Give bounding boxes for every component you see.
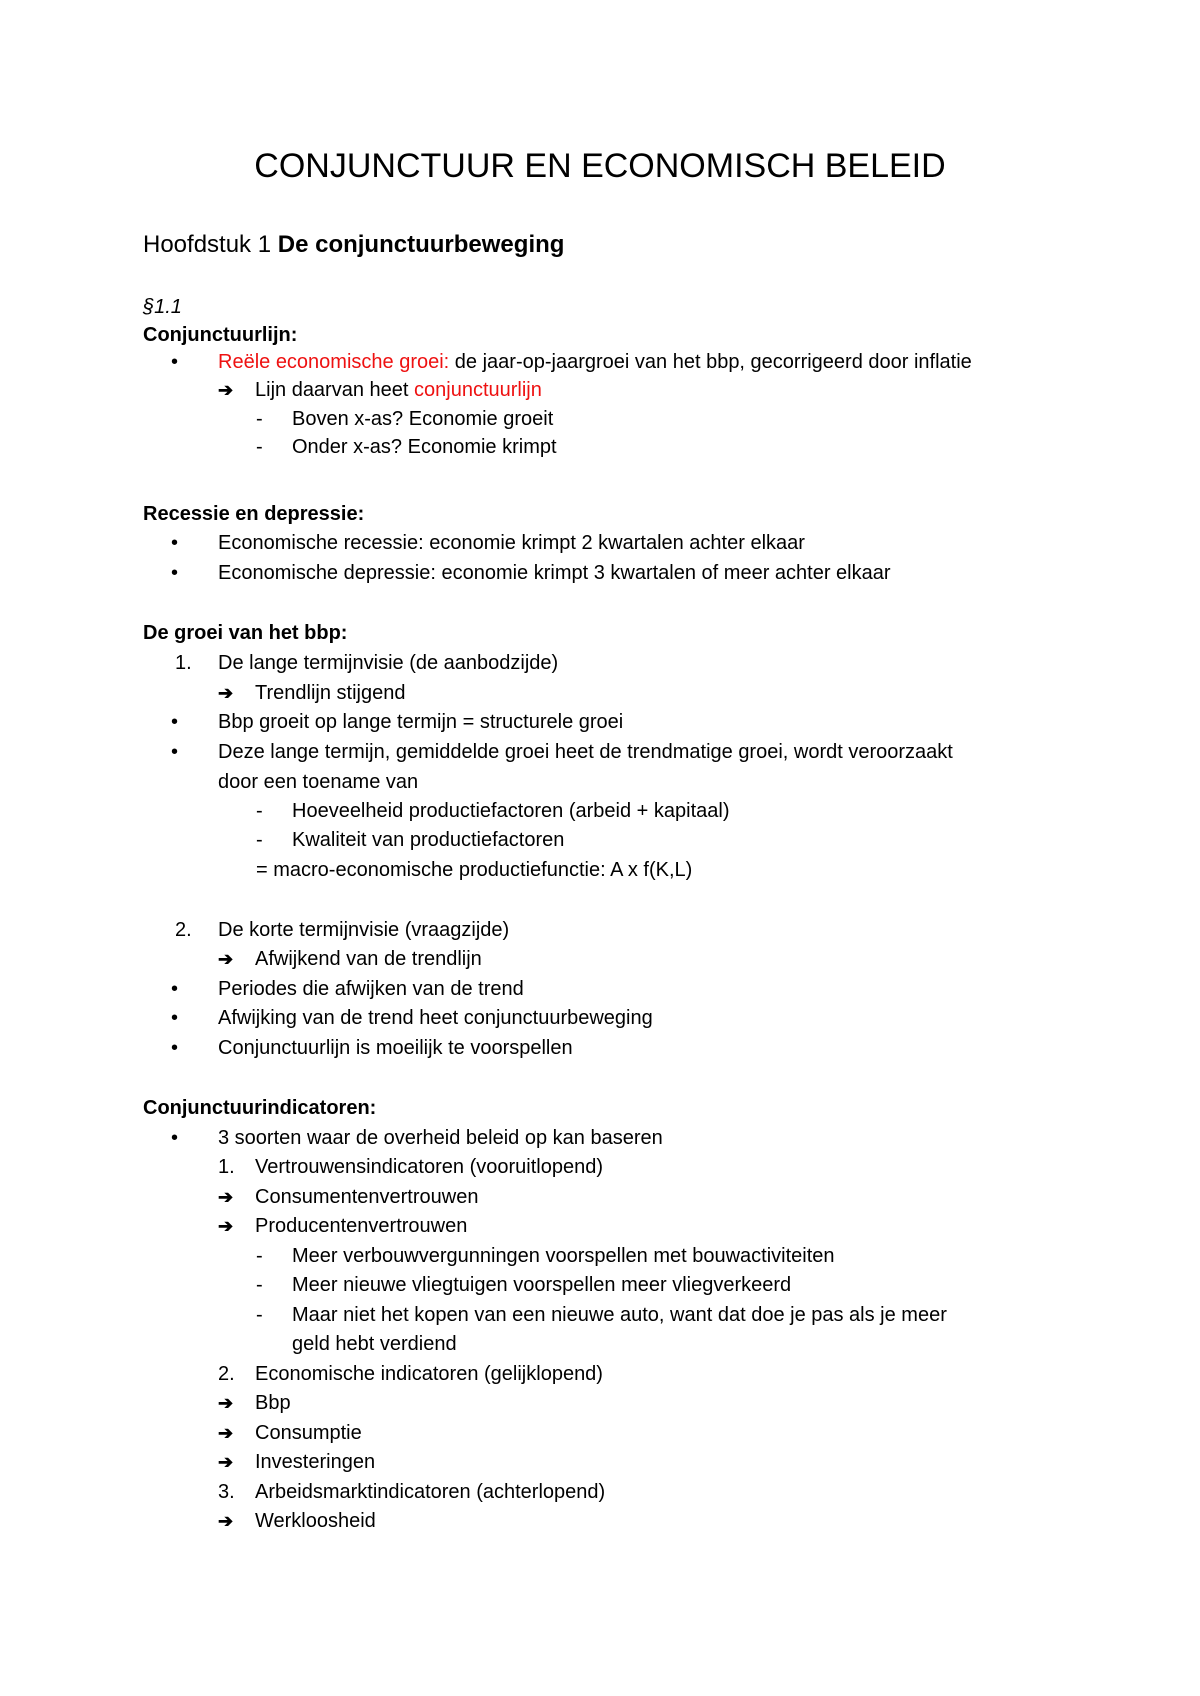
sub-list-item: Maar niet het kopen van een nieuwe auto, want dat doe je pas als je meer bbox=[292, 1304, 947, 1326]
bullet-icon: • bbox=[171, 1037, 179, 1059]
sub-list-item: Kwaliteit van productiefactoren bbox=[292, 829, 565, 851]
list-item: Afwijking van de trend heet conjunctuurbeweging bbox=[218, 1007, 653, 1029]
sub-list-item: Hoeveelheid productiefactoren (arbeid + kapitaal) bbox=[292, 800, 730, 822]
arrow-item-text: Lijn daarvan heet bbox=[255, 379, 415, 401]
list-item: Conjunctuurlijn is moeilijk te voorspellen bbox=[218, 1037, 573, 1059]
section-heading-recessie: Recessie en depressie: bbox=[143, 503, 365, 525]
list-item: Economische depressie: economie krimpt 3 kwartalen of meer achter elkaar bbox=[218, 562, 891, 584]
section-heading-indicatoren: Conjunctuurindicatoren: bbox=[143, 1097, 377, 1119]
list-item: Periodes die afwijken van de trend bbox=[218, 978, 524, 1000]
arrow-item: Bbp bbox=[255, 1392, 291, 1414]
list-number: 2. bbox=[218, 1363, 235, 1385]
numbered-item: De korte termijnvisie (vraagzijde) bbox=[218, 919, 510, 941]
arrow-right-icon: ➔ bbox=[218, 1393, 234, 1413]
arrow-right-icon: ➔ bbox=[218, 683, 234, 703]
numbered-item: Vertrouwensindicatoren (vooruitlopend) bbox=[255, 1156, 603, 1178]
list-item bbox=[218, 349, 972, 375]
dash-icon: - bbox=[256, 408, 263, 430]
arrow-right-icon: ➔ bbox=[218, 1187, 234, 1207]
section-heading-groei: De groei van het bbp: bbox=[143, 622, 348, 644]
list-item: Economische recessie: economie krimpt 2 kwartalen achter elkaar bbox=[218, 532, 805, 554]
numbered-item: Economische indicatoren (gelijklopend) bbox=[255, 1363, 603, 1385]
sub-list-item: Onder x-as? Economie krimpt bbox=[292, 436, 557, 458]
arrow-right-icon: ➔ bbox=[218, 1216, 234, 1236]
numbered-item: De lange termijnvisie (de aanbodzijde) bbox=[218, 652, 559, 674]
section-heading-conjunctuurlijn: Conjunctuurlijn: bbox=[143, 324, 298, 346]
arrow-right-icon: ➔ bbox=[218, 1423, 234, 1443]
arrow-item: Consumentenvertrouwen bbox=[255, 1186, 479, 1208]
sub-list-item: Boven x-as? Economie groeit bbox=[292, 408, 554, 430]
highlight-term: Reële economische groei: bbox=[218, 351, 450, 373]
document-title: CONJUNCTUUR EN ECONOMISCH BELEID bbox=[254, 147, 946, 185]
list-number: 1. bbox=[175, 652, 192, 674]
list-item-text: de jaar-op-jaargroei van het bbp, gecorrigeerd door inflatie bbox=[449, 351, 972, 373]
bullet-icon: • bbox=[171, 741, 179, 763]
arrow-item: Trendlijn stijgend bbox=[255, 682, 406, 704]
chapter-name: De conjunctuurbeweging bbox=[277, 231, 565, 258]
highlight-term: conjunctuurlijn bbox=[414, 379, 542, 401]
arrow-right-icon: ➔ bbox=[218, 1452, 234, 1472]
bullet-icon: • bbox=[171, 562, 179, 584]
dash-icon: - bbox=[256, 829, 263, 851]
arrow-item: Afwijkend van de trendlijn bbox=[255, 948, 482, 970]
list-number: 3. bbox=[218, 1481, 235, 1503]
arrow-item: Producentenvertrouwen bbox=[255, 1215, 468, 1237]
chapter-prefix: Hoofdstuk 1 bbox=[143, 231, 272, 258]
chapter-heading bbox=[143, 229, 564, 261]
bullet-icon: • bbox=[171, 1007, 179, 1029]
dash-icon: - bbox=[256, 1245, 263, 1267]
arrow-item: Investeringen bbox=[255, 1451, 376, 1473]
list-item: Deze lange termijn, gemiddelde groei heet de trendmatige groei, wordt veroorzaakt bbox=[218, 741, 953, 763]
bullet-icon: • bbox=[171, 978, 179, 1000]
list-number: 1. bbox=[218, 1156, 235, 1178]
list-item-continuation: door een toename van bbox=[218, 771, 419, 793]
section-number: §1.1 bbox=[143, 296, 182, 318]
dash-icon: - bbox=[256, 436, 263, 458]
bullet-icon: • bbox=[171, 351, 179, 373]
arrow-item: Werkloosheid bbox=[255, 1510, 376, 1532]
list-item: Bbp groeit op lange termijn = structurele groei bbox=[218, 711, 624, 733]
bullet-icon: • bbox=[171, 711, 179, 733]
bullet-icon: • bbox=[171, 532, 179, 554]
arrow-item bbox=[255, 377, 542, 403]
sub-list-item-continuation: geld hebt verdiend bbox=[292, 1333, 457, 1355]
bullet-icon: • bbox=[171, 1127, 179, 1149]
sub-list-item: Meer verbouwvergunningen voorspellen met bouwactiviteiten bbox=[292, 1245, 835, 1267]
arrow-right-icon: ➔ bbox=[218, 380, 234, 400]
arrow-right-icon: ➔ bbox=[218, 949, 234, 969]
list-item: 3 soorten waar de overheid beleid op kan baseren bbox=[218, 1127, 663, 1149]
dash-icon: - bbox=[256, 800, 263, 822]
arrow-right-icon: ➔ bbox=[218, 1511, 234, 1531]
sub-list-item: Meer nieuwe vliegtuigen voorspellen meer vliegverkeerd bbox=[292, 1274, 792, 1296]
dash-icon: - bbox=[256, 1274, 263, 1296]
list-number: 2. bbox=[175, 919, 192, 941]
dash-icon: - bbox=[256, 1304, 263, 1326]
formula-line: = macro-economische productiefunctie: A x f(K,L) bbox=[256, 859, 693, 881]
numbered-item: Arbeidsmarktindicatoren (achterlopend) bbox=[255, 1481, 606, 1503]
arrow-item: Consumptie bbox=[255, 1422, 362, 1444]
